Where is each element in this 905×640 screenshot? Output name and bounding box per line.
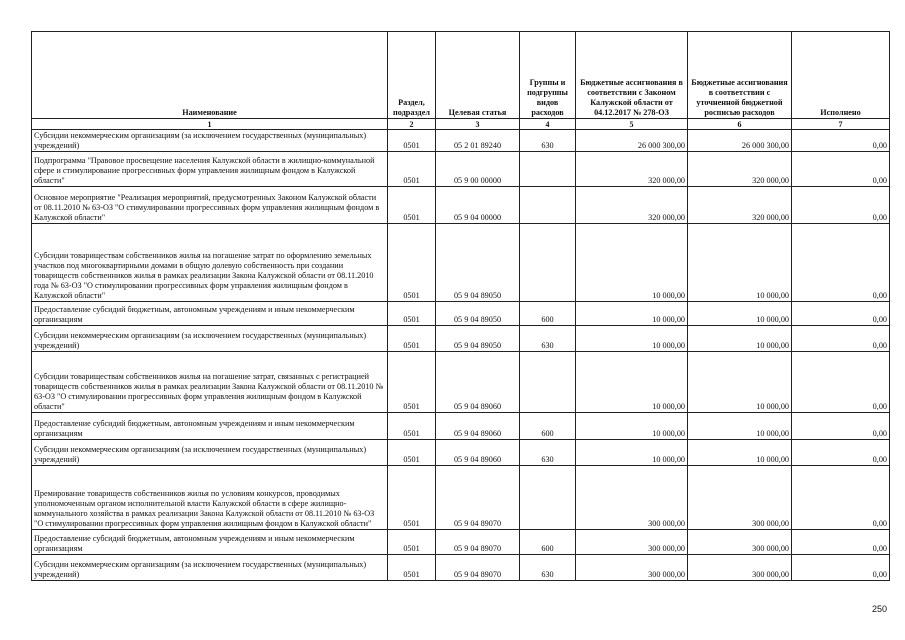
- cell-done: 0,00: [792, 224, 890, 302]
- cell-law: 10 000,00: [576, 440, 688, 466]
- cell-done: 0,00: [792, 187, 890, 224]
- cell-done: 0,00: [792, 413, 890, 440]
- cell-target: 05 9 04 89050: [436, 302, 520, 326]
- table-row: [32, 326, 890, 352]
- cell-section: 0501: [388, 555, 436, 581]
- cell-target: 05 2 01 89240: [436, 130, 520, 152]
- cell-target: 05 9 04 00000: [436, 187, 520, 224]
- header-group: Группы и подгруппы видов расходов: [520, 32, 576, 119]
- table-row: [32, 302, 890, 326]
- cell-law: 10 000,00: [576, 326, 688, 352]
- table-row: [32, 466, 890, 530]
- cell-section: 0501: [388, 187, 436, 224]
- cell-target: 05 9 04 89050: [436, 326, 520, 352]
- cell-done: 0,00: [792, 555, 890, 581]
- cell-roster: 10 000,00: [688, 224, 792, 302]
- cell-group: 630: [520, 130, 576, 152]
- cell-target: 05 9 04 89060: [436, 440, 520, 466]
- cell-roster: 320 000,00: [688, 187, 792, 224]
- cell-group: 600: [520, 530, 576, 555]
- cell-target: 05 9 04 89070: [436, 555, 520, 581]
- cell-roster: 10 000,00: [688, 352, 792, 413]
- cell-name: Субсидии некоммерческим организациям (за исключением государственных (муниципальных) учреждений): [32, 130, 388, 152]
- cell-roster: 320 000,00: [688, 152, 792, 187]
- cell-done: 0,00: [792, 440, 890, 466]
- cell-done: 0,00: [792, 130, 890, 152]
- cell-group: [520, 187, 576, 224]
- header-roster: Бюджетные ассигнования в соответствии с уточненной бюджетной росписью расходов: [688, 32, 792, 119]
- cell-done: 0,00: [792, 302, 890, 326]
- header-row: [32, 32, 890, 119]
- table-row: [32, 413, 890, 440]
- col-number: 3: [436, 119, 520, 130]
- col-number: 2: [388, 119, 436, 130]
- col-number: 6: [688, 119, 792, 130]
- col-number: 5: [576, 119, 688, 130]
- cell-section: 0501: [388, 152, 436, 187]
- cell-section: 0501: [388, 326, 436, 352]
- cell-group: [520, 224, 576, 302]
- cell-roster: 10 000,00: [688, 440, 792, 466]
- cell-roster: 10 000,00: [688, 302, 792, 326]
- cell-name: Предоставление субсидий бюджетным, автономным учреждениям и иным некоммерческим организациям: [32, 413, 388, 440]
- cell-section: 0501: [388, 440, 436, 466]
- cell-law: 320 000,00: [576, 187, 688, 224]
- header-section: Раздел, подраздел: [388, 32, 436, 119]
- cell-name: Основное мероприятие "Реализация мероприятий, предусмотренных Законом Калужской области от 08.11.2010 № 63-ОЗ "О стимулировании прогрессивных форм управления жилищным фондом в Калужской области": [32, 187, 388, 224]
- col-number: 1: [32, 119, 388, 130]
- cell-law: 10 000,00: [576, 413, 688, 440]
- cell-target: 05 9 04 89070: [436, 530, 520, 555]
- cell-section: 0501: [388, 224, 436, 302]
- cell-law: 10 000,00: [576, 352, 688, 413]
- cell-name: Субсидии некоммерческим организациям (за исключением государственных (муниципальных) учреждений): [32, 440, 388, 466]
- cell-target: 05 9 00 00000: [436, 152, 520, 187]
- header-target: Целевая статья: [436, 32, 520, 119]
- column-number-row: [32, 119, 890, 130]
- budget-table: [31, 31, 890, 581]
- cell-name: Субсидии некоммерческим организациям (за исключением государственных (муниципальных) учреждений): [32, 326, 388, 352]
- cell-roster: 300 000,00: [688, 555, 792, 581]
- cell-group: [520, 152, 576, 187]
- cell-target: 05 9 04 89060: [436, 413, 520, 440]
- cell-done: 0,00: [792, 326, 890, 352]
- cell-section: 0501: [388, 530, 436, 555]
- table-row: [32, 530, 890, 555]
- cell-section: 0501: [388, 352, 436, 413]
- header-name: Наименование: [32, 32, 388, 119]
- col-number: 4: [520, 119, 576, 130]
- cell-done: 0,00: [792, 152, 890, 187]
- cell-section: 0501: [388, 466, 436, 530]
- cell-law: 300 000,00: [576, 466, 688, 530]
- cell-group: [520, 466, 576, 530]
- table-row: [32, 352, 890, 413]
- header-law: Бюджетные ассигнования в соответствии с Законом Калужской области от 04.12.2017 № 278-ОЗ: [576, 32, 688, 119]
- cell-group: [520, 352, 576, 413]
- cell-law: 10 000,00: [576, 302, 688, 326]
- cell-name: Предоставление субсидий бюджетным, автономным учреждениям и иным некоммерческим организациям: [32, 530, 388, 555]
- cell-name: Субсидии товариществам собственников жилья на погашение затрат, связанных с регистрацией товариществ собственников жилья в рамках реализации Закона Калужской области от 08.11.2010 № 63-ОЗ "О стимулировании прогрессивных форм управления жилищным фондом в Калужской области": [32, 352, 388, 413]
- cell-group: 600: [520, 413, 576, 440]
- cell-law: 320 000,00: [576, 152, 688, 187]
- cell-section: 0501: [388, 130, 436, 152]
- header-done: Исполнено: [792, 32, 890, 119]
- table-row: [32, 187, 890, 224]
- cell-name: Субсидии товариществам собственников жилья на погашение затрат по оформлению земельных участков под многоквартирными домами в общую долевую собственность при создании товариществ собственников жилья в рамках реализации Закона Калужской области от 08.11.2010 года № 63-ОЗ "О стимулировании прогрессивных форм управления жилищным фондом в Калужской области": [32, 224, 388, 302]
- cell-roster: 300 000,00: [688, 466, 792, 530]
- cell-roster: 10 000,00: [688, 326, 792, 352]
- cell-group: 630: [520, 326, 576, 352]
- cell-roster: 10 000,00: [688, 413, 792, 440]
- cell-target: 05 9 04 89060: [436, 352, 520, 413]
- cell-section: 0501: [388, 302, 436, 326]
- cell-target: 05 9 04 89050: [436, 224, 520, 302]
- cell-done: 0,00: [792, 352, 890, 413]
- cell-roster: 300 000,00: [688, 530, 792, 555]
- table-row: [32, 440, 890, 466]
- cell-law: 300 000,00: [576, 530, 688, 555]
- cell-group: 630: [520, 440, 576, 466]
- cell-group: 630: [520, 555, 576, 581]
- cell-section: 0501: [388, 413, 436, 440]
- cell-law: 300 000,00: [576, 555, 688, 581]
- cell-group: 600: [520, 302, 576, 326]
- cell-name: Премирование товариществ собственников жилья по условиям конкурсов, проводимых уполномоченным органом исполнительной власти Калужской области в сфере жилищно-коммунального хозяйства в рамках реализации Закона Калужской области от 08.11.2010 № 63-ОЗ "О стимулировании прогрессивных форм управления жилищным фондом в Калужской области": [32, 466, 388, 530]
- cell-name: Подпрограмма "Правовое просвещение населения Калужской области в жилищно-коммунальной сфере и стимулирование прогрессивных форм управления жилищным фондом в Калужской области": [32, 152, 388, 187]
- cell-law: 26 000 300,00: [576, 130, 688, 152]
- col-number: 7: [792, 119, 890, 130]
- table-row: [32, 555, 890, 581]
- cell-roster: 26 000 300,00: [688, 130, 792, 152]
- cell-law: 10 000,00: [576, 224, 688, 302]
- table-row: [32, 152, 890, 187]
- table-row: [32, 130, 890, 152]
- table-row: [32, 224, 890, 302]
- cell-done: 0,00: [792, 530, 890, 555]
- cell-done: 0,00: [792, 466, 890, 530]
- cell-target: 05 9 04 89070: [436, 466, 520, 530]
- page-number: 250: [871, 604, 887, 614]
- cell-name: Предоставление субсидий бюджетным, автономным учреждениям и иным некоммерческим организациям: [32, 302, 388, 326]
- cell-name: Субсидии некоммерческим организациям (за исключением государственных (муниципальных) учреждений): [32, 555, 388, 581]
